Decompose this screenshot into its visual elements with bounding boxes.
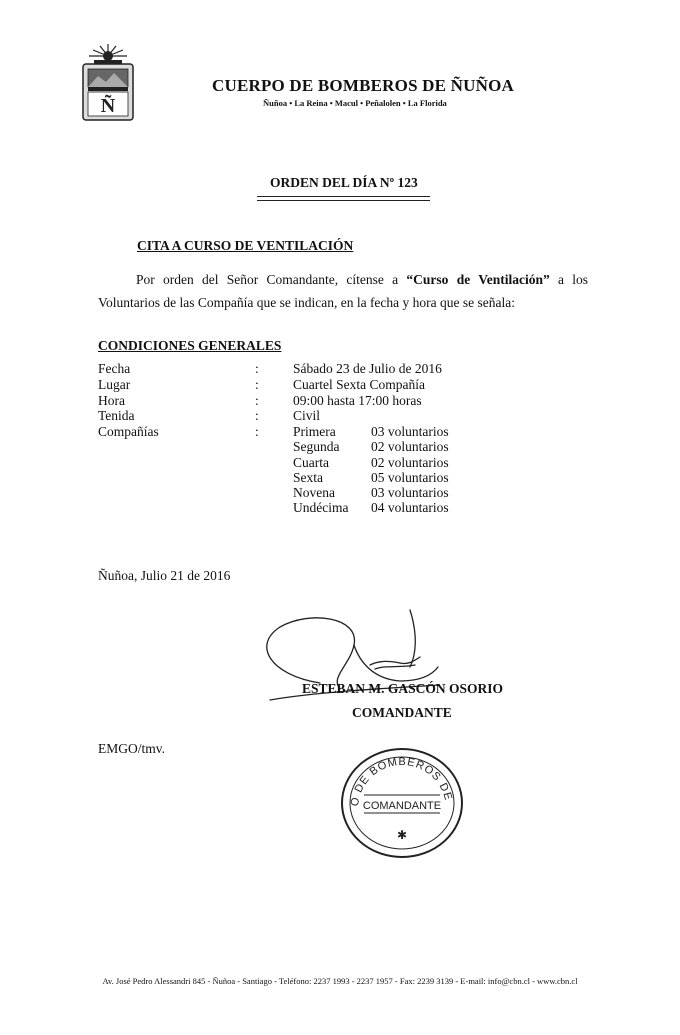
company-count: 05 voluntarios xyxy=(371,470,449,485)
footer-contact: Av. José Pedro Alessandri 845 - Ñuñoa - Santiago - Teléfono: 2237 1993 - 2237 1957 - Fax: 2239 3139 - E-mail: info@cbn.cl - www.cbn.cl xyxy=(102,976,578,986)
company-name: Undécima xyxy=(293,500,349,515)
body-text-post: a los xyxy=(549,272,588,287)
company-name: Sexta xyxy=(293,470,323,485)
condition-value-place: Cuartel Sexta Compañía xyxy=(293,377,425,392)
company-count: 04 voluntarios xyxy=(371,500,449,515)
condition-value-date: Sábado 23 de Julio de 2016 xyxy=(293,361,442,376)
condition-label-date: Fecha xyxy=(98,361,131,376)
svg-text:CUERPO DE BOMBEROS DE ÑUÑOA xyxy=(340,747,455,807)
condition-colon: : xyxy=(255,408,259,423)
communes-line: Ñuñoa • La Reina • Macul • Peñalolen • La Florida xyxy=(263,98,447,108)
condition-colon: : xyxy=(255,393,259,408)
stamp-center-text: COMANDANTE xyxy=(362,800,442,812)
place-and-date: Ñuñoa, Julio 21 de 2016 xyxy=(98,568,231,583)
condition-label-companies: Compañías xyxy=(98,424,159,439)
condition-colon: : xyxy=(255,424,259,439)
company-count: 03 voluntarios xyxy=(371,485,449,500)
reference-initials: EMGO/tmv. xyxy=(98,741,165,756)
title-rule-bottom xyxy=(257,200,430,201)
svg-text:Ñ: Ñ xyxy=(100,95,116,117)
stamp-arc-text: O DE BOMBEROS DE xyxy=(348,755,455,808)
company-name: Novena xyxy=(293,485,335,500)
body-line-1 xyxy=(98,268,588,291)
official-stamp xyxy=(340,747,464,859)
condition-value-attire: Civil xyxy=(293,408,321,423)
condition-label-time: Hora xyxy=(98,393,125,408)
company-name: Cuarta xyxy=(293,455,329,470)
order-body xyxy=(98,268,588,314)
fire-department-crest-icon xyxy=(80,42,136,124)
course-name: “Curso de Ventilación” xyxy=(406,272,550,287)
condition-label-place: Lugar xyxy=(98,377,131,392)
company-name: Primera xyxy=(293,424,336,439)
condition-value-time: 09:00 hasta 17:00 horas xyxy=(293,393,422,408)
signer-name: ESTEBAN M. GASCÓN OSORIO xyxy=(302,681,504,696)
condition-colon: : xyxy=(255,361,259,376)
signer-title: COMANDANTE xyxy=(352,705,452,720)
company-count: 02 voluntarios xyxy=(371,455,449,470)
body-text-pre: Por orden del Señor Comandante, cítense a xyxy=(136,272,407,287)
body-line-2: Voluntarios de las Compañía que se indican, en la fecha y hora que se señala: xyxy=(98,295,515,310)
organization-name: CUERPO DE BOMBEROS DE ÑUÑOA xyxy=(212,76,514,95)
company-count: 03 voluntarios xyxy=(371,424,449,439)
company-count: 02 voluntarios xyxy=(371,439,449,454)
condition-label-attire: Tenida xyxy=(98,408,135,423)
company-name: Segunda xyxy=(293,439,340,454)
conditions-heading: CONDICIONES GENERALES xyxy=(98,338,282,353)
title-rule-top xyxy=(257,196,430,197)
star-icon: ✱ xyxy=(396,828,408,842)
stamp-seal-icon xyxy=(340,747,464,859)
condition-colon: : xyxy=(255,377,259,392)
order-title: ORDEN DEL DÍA Nº 123 xyxy=(270,175,418,190)
order-subject: CITA A CURSO DE VENTILACIÓN xyxy=(137,238,354,253)
